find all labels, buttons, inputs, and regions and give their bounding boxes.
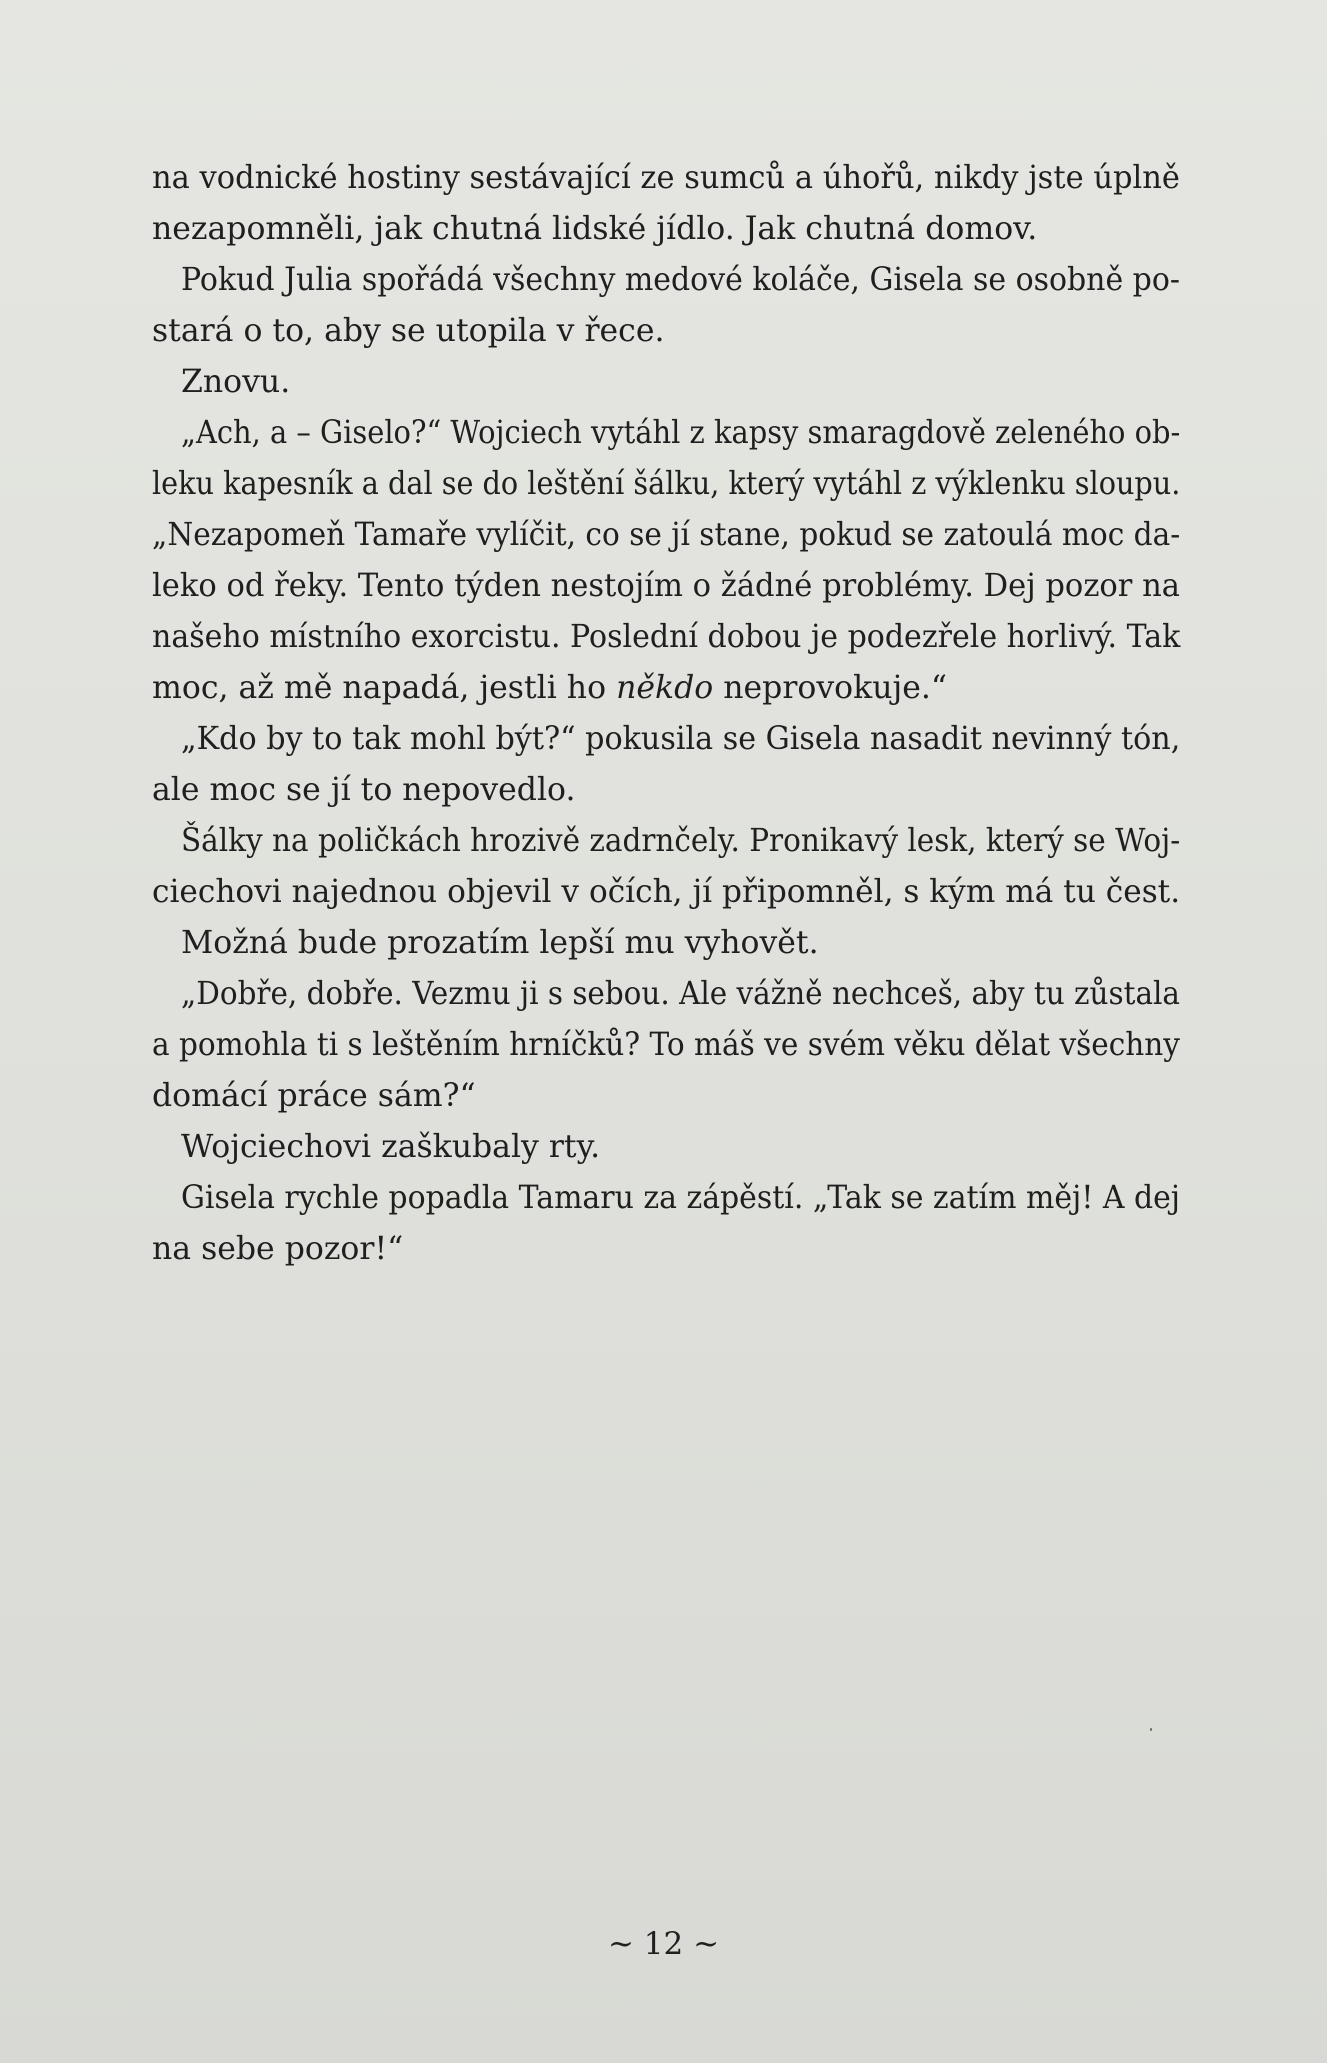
text-line: leku kapesník a dal se do leštění šálku, který vytáhl z výklenku sloupu. [152, 466, 1181, 502]
text-line: Wojciechovi zaškubaly rty. [181, 1129, 601, 1165]
text-line: Šálky na poličkách hrozivě zadrnčely. Pronikavý lesk, který se Woj- [181, 823, 1181, 859]
text-line: stará o to, aby se utopila v řece. [152, 313, 665, 349]
text-line: Znovu. [181, 364, 291, 400]
text-line: leko od řeky. Tento týden nestojím o žádné problémy. Dej pozor na [152, 568, 1181, 604]
text-line: Pokud Julia spořádá všechny medové koláče, Gisela se osobně po- [181, 262, 1181, 298]
emphasized-word: někdo [616, 670, 714, 706]
text-line: na vodnické hostiny sestávající ze sumců a úhořů, nikdy jste úplně [152, 160, 1180, 196]
text-line: „Ach, a – Giselo?“ Wojciech vytáhl z kapsy smaragdově zeleného ob- [181, 415, 1181, 451]
text-line: Gisela rychle popadla Tamaru za zápěstí. „Tak se zatím měj! A dej [181, 1180, 1181, 1216]
text-line: domácí práce sám?“ [152, 1078, 476, 1114]
text-line: na sebe pozor!“ [152, 1231, 404, 1267]
text-line [152, 668, 947, 708]
page-number: ~ 12 ~ [607, 1926, 720, 1962]
text-line: „Dobře, dobře. Vezmu ji s sebou. Ale vážně nechceš, aby tu zůstala [181, 976, 1180, 1012]
text-run: moc, až mě napadá, jestli ho [152, 670, 617, 706]
text-line: našeho místního exorcistu. Poslední dobou je podezřele horlivý. Tak [152, 619, 1181, 655]
paper-speck [1150, 1728, 1152, 1731]
text-line: „Kdo by to tak mohl být?“ pokusila se Gisela nasadit nevinný tón, [181, 721, 1181, 757]
text-line: ale moc se jí to nepovedlo. [152, 772, 576, 808]
text-line: ciechovi najednou objevil v očích, jí připomněl, s kým má tu čest. [152, 874, 1181, 910]
text-line: Možná bude prozatím lepší mu vyhovět. [181, 925, 819, 961]
text-line: „Nezapomeň Tamaře vylíčit, co se jí stane, pokud se zatoulá moc da- [152, 517, 1181, 553]
text-run: neprovokuje.“ [713, 670, 948, 706]
text-line: nezapomněli, jak chutná lidské jídlo. Jak chutná domov. [152, 211, 1038, 247]
text-line: a pomohla ti s leštěním hrníčků? To máš ve svém věku dělat všechny [152, 1027, 1180, 1063]
